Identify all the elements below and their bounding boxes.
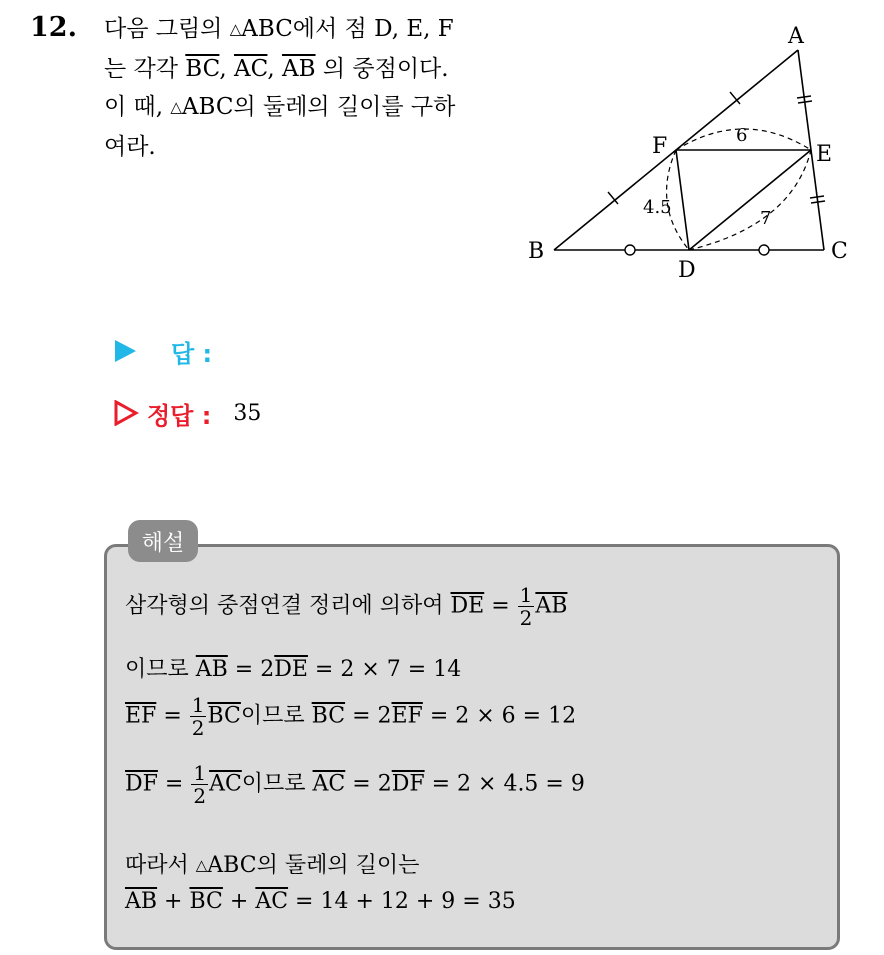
fraction-half: [518, 584, 535, 629]
segment-ef: $\overline{EF}$: [125, 703, 157, 729]
segment-df: $\overline{DF}$: [391, 771, 425, 797]
question-line-2: [104, 50, 504, 88]
segment-bc: $\overline{BC}$: [185, 56, 220, 82]
answer-prompt-row: [113, 334, 212, 368]
segment-ab: $\overline{AB}$: [535, 593, 568, 619]
sol-text: = 2: [345, 703, 392, 729]
fraction-half: [191, 762, 208, 807]
tick-mark: [810, 196, 824, 198]
sol-text: 이므로: [241, 771, 313, 797]
triangle-symbol: △: [195, 856, 208, 874]
segment-fd: [676, 150, 689, 250]
vertex-label-e: E: [816, 142, 833, 167]
sol-text: =: [156, 703, 189, 729]
sol-text: = 14 + 12 + 9 = 35: [288, 889, 516, 914]
tick-mark: [798, 101, 812, 103]
plus-sign: +: [222, 889, 256, 914]
segment-de: [689, 150, 811, 250]
tick-mark: [797, 96, 811, 98]
comma: ,: [267, 56, 275, 82]
solution-line-3: [125, 694, 576, 739]
fraction-denominator: 2: [191, 716, 205, 740]
sol-text: = 2 × 7 = 14: [307, 657, 462, 682]
q-text: 는 각각: [104, 56, 186, 82]
fraction-numerator: 1: [193, 761, 207, 785]
solution-line-6: [125, 889, 516, 914]
plus-sign: +: [157, 889, 190, 914]
triangle-figure: [520, 20, 865, 290]
play-arrow-icon: [113, 339, 137, 363]
vertex-label-d: D: [678, 258, 696, 283]
q-text: 이 때,: [104, 94, 171, 120]
sol-text: = 2 × 4.5 = 9: [424, 771, 585, 797]
question-text: [104, 10, 504, 166]
length-ef: 6: [736, 125, 748, 146]
sol-text: =: [484, 593, 517, 619]
segment-ac: $\overline{AC}$: [312, 771, 346, 797]
triangle-symbol: △: [229, 20, 242, 38]
question-number: 12.: [30, 12, 77, 43]
segment-df: $\overline{DF}$: [125, 771, 158, 797]
q-text: 다음 그림의: [104, 16, 230, 42]
fraction-numerator: 1: [519, 583, 533, 607]
sol-text: ABC의 둘레의 길이는: [207, 853, 420, 878]
sol-text: 따라서: [125, 853, 196, 878]
fraction-half: [190, 694, 207, 739]
segment-ab: $\overline{AB}$: [282, 56, 316, 82]
correct-answer-value: 35: [233, 400, 262, 426]
outline-arrow-icon: [113, 400, 139, 426]
segment-ac: $\overline{AC}$: [209, 771, 242, 797]
tick-mark: [811, 201, 825, 203]
solution-line-4: [125, 762, 585, 807]
segment-bc: $\overline{BC}$: [207, 703, 241, 729]
comma: ,: [219, 56, 227, 82]
sol-text: 이므로: [125, 657, 196, 682]
correct-answer-row: [113, 396, 261, 430]
question-line-3: [104, 88, 504, 128]
vertex-label-c: C: [831, 239, 848, 264]
solution-tab: 해설: [128, 520, 198, 562]
segment-ac: $\overline{AC}$: [234, 56, 268, 82]
vertex-label-f: F: [652, 134, 668, 159]
sol-text: = 2 × 6 = 12: [422, 703, 577, 729]
q-text: ABC에서 점 D, E, F: [241, 16, 454, 42]
segment-ab: $\overline{AB}$: [125, 889, 158, 914]
triangle-symbol: △: [170, 98, 182, 116]
sol-text: 이므로: [240, 703, 312, 729]
q-text: 의 중점이다.: [315, 56, 449, 82]
segment-ab: $\overline{AB}$: [195, 657, 228, 682]
segment-de: $\overline{DE}$: [274, 657, 308, 682]
segment-ac: $\overline{AC}$: [255, 889, 289, 914]
fraction-denominator: 2: [193, 784, 207, 808]
segment-bc: $\overline{BC}$: [311, 703, 346, 729]
length-df: 4.5: [643, 197, 672, 218]
segment-de: $\overline{DE}$: [450, 593, 485, 619]
question-line-1: [104, 10, 504, 50]
vertex-label-b: B: [528, 239, 545, 264]
segment-ef: $\overline{EF}$: [391, 703, 423, 729]
midpoint-circle-mark: [625, 245, 635, 255]
sol-text: = 2: [227, 657, 275, 682]
solution-line-5: [125, 848, 419, 879]
sol-text: = 2: [345, 771, 392, 797]
vertex-label-a: A: [788, 24, 804, 49]
correct-answer-label: 정답 :: [147, 401, 212, 430]
length-de: 7: [760, 208, 772, 229]
sol-text: =: [157, 771, 191, 797]
solution-line-1: [125, 584, 567, 629]
midpoint-circle-mark: [759, 245, 769, 255]
answer-prompt-label: 답 :: [171, 339, 213, 368]
question-line-4: 여라.: [104, 134, 156, 160]
solution-line-2: [125, 652, 461, 683]
q-text: ABC의 둘레의 길이를 구하: [181, 94, 456, 120]
sol-text: 삼각형의 중점연결 정리에 의하여: [125, 593, 451, 619]
fraction-numerator: 1: [191, 693, 205, 717]
fraction-denominator: 2: [519, 606, 533, 630]
segment-bc: $\overline{BC}$: [189, 889, 223, 914]
